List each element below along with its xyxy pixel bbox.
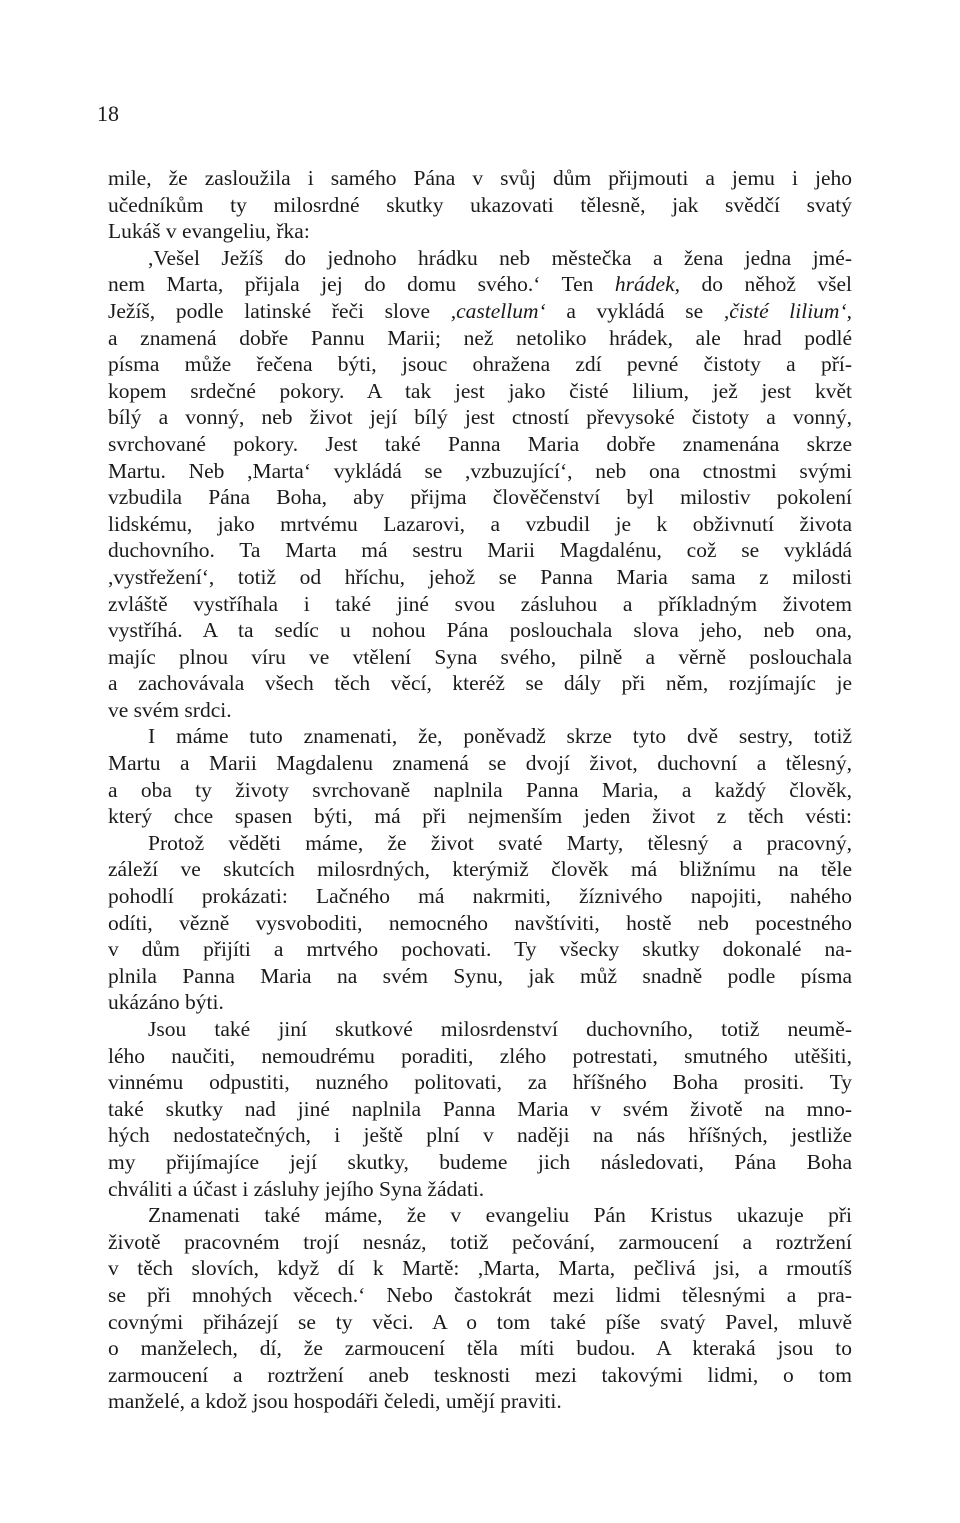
text-line: a oba ty životy svrchovaně naplnila Panna Maria, a každý člověk, bbox=[108, 777, 852, 802]
text-line: covnými přiházejí se ty věci. A o tom také píše svatý Pavel, mluvě bbox=[108, 1309, 852, 1334]
text-line: odíti, vězně vysvoboditi, nemocného navštíviti, hostě neb pocestného bbox=[108, 910, 852, 935]
text-line: plnila Panna Maria na svém Synu, jak můž snadně podle písma bbox=[108, 963, 852, 988]
text-line: záleží ve skutcích milosrdných, kterýmiž člověk má bližnímu na těle bbox=[108, 857, 852, 882]
text-line: a zachovávala všech těch věcí, kteréž se dály při něm, rozjímajíc je bbox=[108, 671, 852, 696]
text-line: hých nedostatečných, i ještě plní v naději na nás hříšných, jestliže bbox=[108, 1123, 852, 1148]
page-number: 18 bbox=[97, 101, 119, 126]
text-line: Lukáš v evangeliu, řka: bbox=[108, 219, 310, 244]
text-line: manželé, a kdož jsou hospodáři čeledi, umějí praviti. bbox=[108, 1389, 562, 1414]
text-line: Martu. Neb ,Marta‘ vykládá se ,vzbuzující‘, neb ona ctnostmi svými bbox=[108, 458, 852, 483]
text-line: životě pracovném trojí nesnáz, totiž pečování, zarmoucení a roztržení bbox=[108, 1229, 852, 1254]
text-line: také skutky nad jiné naplnila Panna Maria v svém životě na mno- bbox=[108, 1096, 852, 1121]
text-line: pohodlí prokázati: Lačného má nakrmiti, žíznivého napojiti, nahého bbox=[108, 884, 852, 909]
text-line: mile, že zasloužila i samého Pána v svůj dům přijmouti a jemu i jeho bbox=[108, 166, 852, 190]
text-line: svrchované pokory. Jest také Panna Maria dobře znamenána skrze bbox=[108, 431, 852, 456]
text-line: Jsou také jiní skutkové milosrdenství duchovního, totiž neumě- bbox=[148, 1017, 852, 1041]
text-line: ,vystřežení‘, totiž od hříchu, jehož se Panna Maria sama z milosti bbox=[108, 564, 852, 589]
text-line: ve svém srdci. bbox=[108, 697, 232, 722]
body-text bbox=[108, 165, 852, 1415]
text-segment: nem Marta, přijala jej do domu svého.‘ Ten bbox=[108, 272, 615, 297]
text-line: Znamenati také máme, že v evangeliu Pán Kristus ukazuje při bbox=[148, 1203, 852, 1228]
text-line: a znamená dobře Pannu Marii; než netoliko hrádek, ale hrad podlé bbox=[108, 325, 852, 350]
text-line: vinnému odpustiti, nuzného politovati, za hříšného Boha prositi. Ty bbox=[108, 1070, 852, 1095]
italic-term: ,castellum‘ bbox=[450, 298, 546, 323]
text-segment: do něhož všel bbox=[680, 272, 852, 297]
text-line: kopem srdečné pokory. A tak jest jako čisté lilium, jež jest květ bbox=[108, 378, 852, 403]
text-line bbox=[108, 271, 852, 298]
text-line: I máme tuto znamenati, že, poněvadž skrze tyto dvě sestry, totiž bbox=[148, 724, 852, 749]
text-line: písma může řečena býti, jsouc ohražena zdí pevné čistoty a pří- bbox=[108, 352, 852, 377]
text-line: v dům přijíti a mrtvého pochovati. Ty všecky skutky dokonalé na- bbox=[108, 937, 852, 962]
text-line: my přijímajíce její skutky, budeme jich následovati, Pána Boha bbox=[108, 1149, 852, 1174]
text-line: vystříhá. A ta sedíc u nohou Pána poslouchala slova jeho, neb ona, bbox=[108, 618, 852, 643]
text-line: v těch slovích, když dí k Martě: ,Marta, Marta, pečlivá jsi, a rmoutíš bbox=[108, 1256, 852, 1281]
text-line bbox=[108, 298, 852, 325]
text-line: majíc plnou víru ve vtělení Syna svého, pilně a věrně poslouchala bbox=[108, 644, 852, 669]
text-line: duchovního. Ta Marta má sestru Marii Magdalénu, což se vykládá bbox=[108, 538, 852, 563]
italic-term: ,čisté lilium‘, bbox=[723, 298, 852, 323]
text-line: o manželech, dí, že zarmoucení těla míti budou. A kteraká jsou to bbox=[108, 1336, 852, 1361]
text-line: zvláště vystříhala i také jiné svou zásluhou a příkladným životem bbox=[108, 591, 852, 616]
text-line: lidskému, jako mrtvému Lazarovi, a vzbudil je k obživnutí života bbox=[108, 511, 852, 536]
text-line: se při mnohých věcech.‘ Nebo častokrát mezi lidmi tělesnými a pra- bbox=[108, 1282, 852, 1307]
text-line: učedníkům ty milosrdné skutky ukazovati tělesně, jak svědčí svatý bbox=[108, 192, 852, 217]
italic-term: hrádek, bbox=[614, 272, 680, 297]
text-line: zarmoucení a roztržení aneb tesknosti mezi takovými lidmi, o tom bbox=[108, 1362, 852, 1387]
text-line: Martu a Marii Magdalenu znamená se dvojí život, duchovní a tělesný, bbox=[108, 751, 852, 776]
text-line: vzbudila Pána Boha, aby přijma člověčenství byl milostiv pokolení bbox=[108, 485, 852, 510]
text-line: chváliti a účast i zásluhy jejího Syna žádati. bbox=[108, 1176, 485, 1201]
text-line: Protož věděti máme, že život svaté Marty, tělesný a pracovný, bbox=[148, 830, 852, 855]
text-line: ,Vešel Ježíš do jednoho hrádku neb městečka a žena jedna jmé- bbox=[148, 245, 852, 270]
text-line: ukázáno býti. bbox=[108, 990, 224, 1015]
text-segment: Ježíš, podle latinské řeči slove bbox=[108, 298, 451, 323]
text-line: bílý a vonný, neb život její bílý jest ctností převysoké čistoty a vonný, bbox=[108, 405, 852, 430]
text-line: který chce spasen býti, má při nejmenším jeden život z těch vésti: bbox=[108, 804, 852, 829]
text-segment: a vykládá se bbox=[545, 298, 724, 323]
text-line: lého naučiti, nemoudrému poraditi, zlého potrestati, smutného utěšiti, bbox=[108, 1043, 852, 1068]
